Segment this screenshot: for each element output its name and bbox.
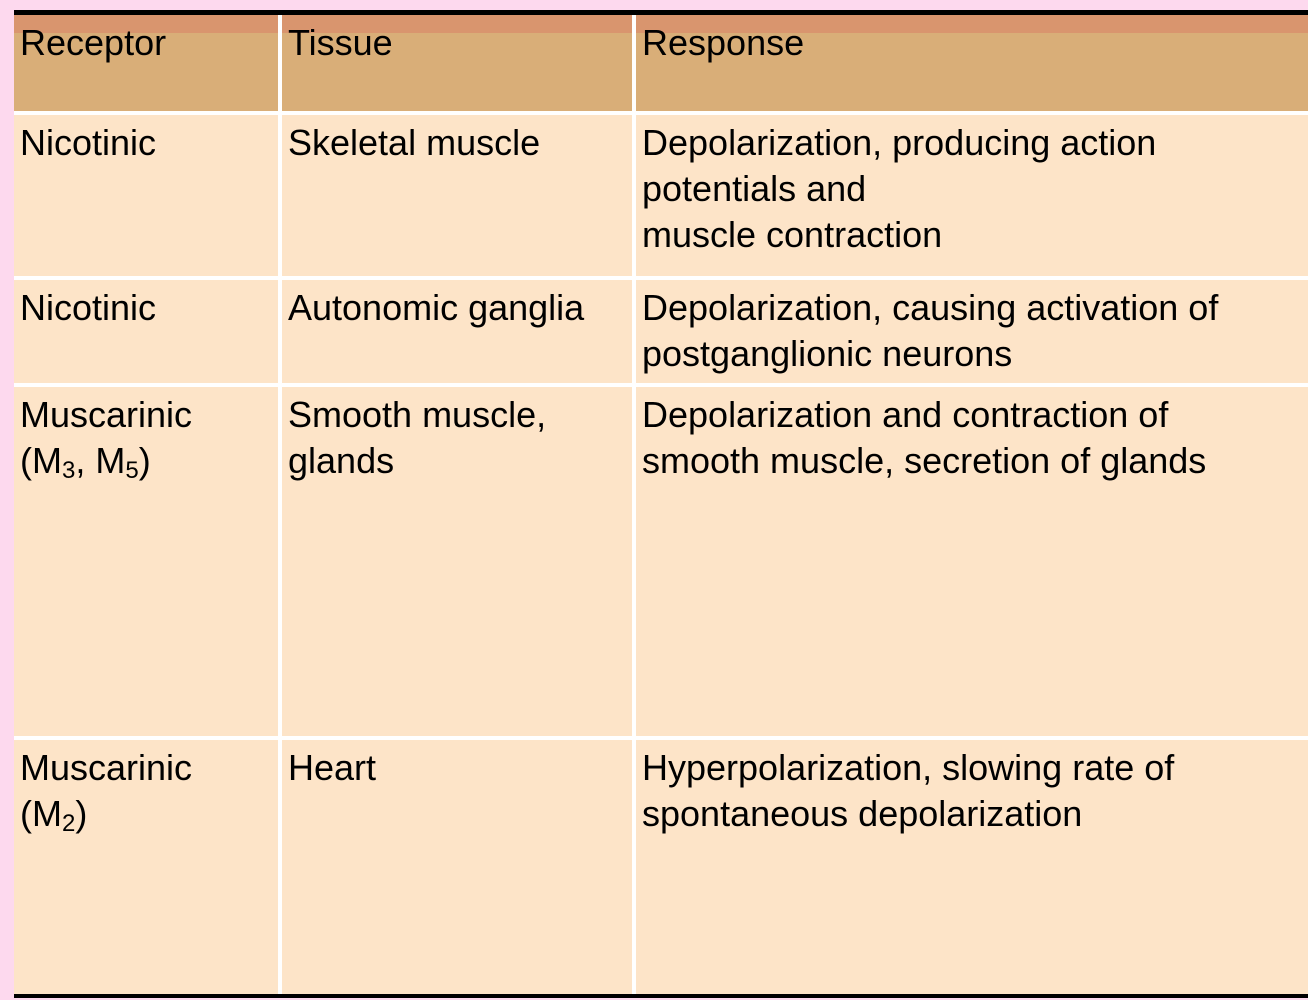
receptor-table-container	[14, 10, 1308, 998]
cell-response	[634, 278, 1308, 385]
response-line: potentials and	[642, 168, 867, 209]
response-line: spontaneous depolarization	[642, 793, 1083, 834]
header-response: Response	[634, 15, 1308, 113]
table-row	[14, 278, 1308, 385]
receptor-text: Nicotinic	[20, 122, 157, 163]
header-receptor: Receptor	[14, 15, 280, 113]
tissue-text: Heart	[288, 747, 377, 788]
response-line: smooth muscle, secretion of glands	[642, 440, 1207, 481]
cell-response	[634, 113, 1308, 278]
receptor-table	[14, 15, 1308, 994]
tissue-text: Skeletal muscle	[288, 122, 541, 163]
cell-tissue	[280, 738, 634, 994]
cell-tissue	[280, 113, 634, 278]
receptor-text: Muscarinic	[20, 747, 193, 788]
response-line: Hyperpolarization, slowing rate of	[642, 747, 1175, 788]
receptor-text: Muscarinic	[20, 394, 193, 435]
receptor-text: Nicotinic	[20, 287, 157, 328]
tissue-text: glands	[288, 440, 395, 481]
cell-receptor	[14, 385, 280, 738]
response-line: postganglionic neurons	[642, 333, 1013, 374]
table-row	[14, 385, 1308, 738]
response-line: muscle contraction	[642, 214, 943, 255]
cell-receptor	[14, 278, 280, 385]
header-tissue: Tissue	[280, 15, 634, 113]
response-line: Depolarization, causing activation of	[642, 287, 1219, 328]
tissue-text: Smooth muscle,	[288, 394, 547, 435]
cell-tissue	[280, 278, 634, 385]
table-row	[14, 738, 1308, 994]
table-header-row	[14, 15, 1308, 113]
cell-tissue	[280, 385, 634, 738]
cell-receptor	[14, 113, 280, 278]
table-row	[14, 113, 1308, 278]
response-line: Depolarization and contraction of	[642, 394, 1169, 435]
cell-response	[634, 385, 1308, 738]
cell-receptor	[14, 738, 280, 994]
receptor-subtype: $(M_2)$	[20, 793, 88, 837]
response-line: Depolarization, producing action	[642, 122, 1157, 163]
cell-response	[634, 738, 1308, 994]
tissue-text: Autonomic ganglia	[288, 287, 585, 328]
receptor-subtype: ($M_3$, $M_5$)	[20, 440, 151, 484]
